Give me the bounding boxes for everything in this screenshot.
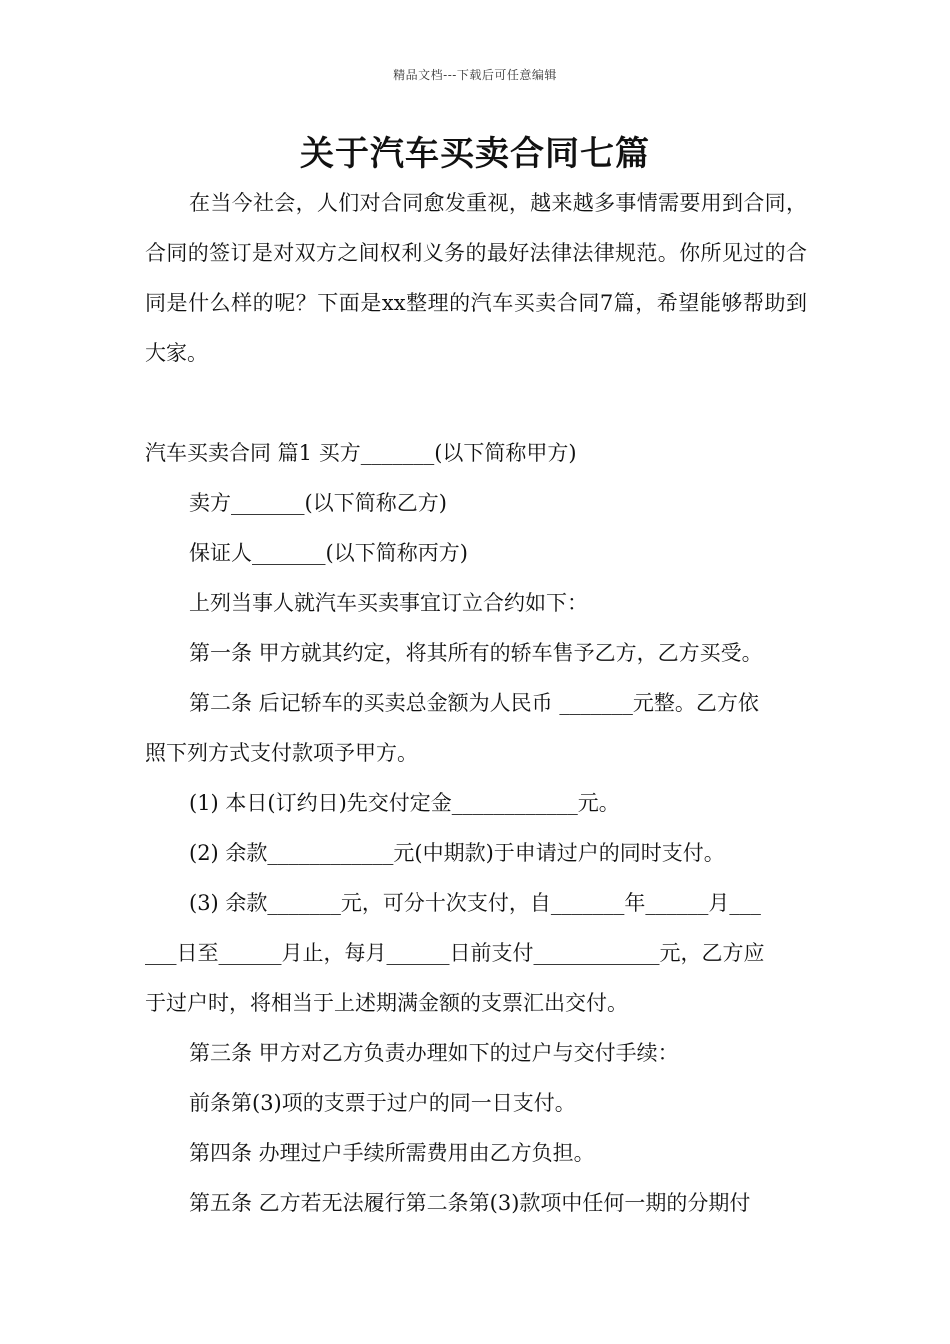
paragraph-gap <box>145 378 807 428</box>
article-2-line-2: 照下列方式支付款项予甲方。 <box>145 741 418 765</box>
item-3-line-2: ___日至______月止，每月______日前支付____________元，乙方应 <box>145 941 765 965</box>
guarantor-line: 保证人_______(以下简称丙方) <box>189 541 468 565</box>
header-note: 精品文档---下载后可任意编辑 <box>393 68 557 82</box>
item-3-line-3: 于过户时，将相当于上述期满金额的支票汇出交付。 <box>145 991 628 1015</box>
article-3: 第三条 甲方对乙方负责办理如下的过户与交付手续： <box>189 1041 679 1065</box>
article-4: 第四条 办理过户手续所需费用由乙方负担。 <box>189 1141 595 1165</box>
article-3-detail: 前条第(3)项的支票于过户的同一日支付。 <box>189 1091 576 1115</box>
article-1: 第一条 甲方就其约定，将其所有的轿车售予乙方，乙方买受。 <box>189 641 763 665</box>
item-2: (2) 余款____________元(中期款)于申请过户的同时支付。 <box>189 841 725 865</box>
agreement-line: 上列当事人就汽车买卖事宜订立合约如下： <box>189 591 588 615</box>
item-1: (1) 本日(订约日)先交付定金____________元。 <box>189 791 620 815</box>
item-3-line-1: (3) 余款_______元，可分十次支付，自_______年______月___ <box>189 891 761 915</box>
article-5: 第五条 乙方若无法履行第二条第(3)款项中任何一期的分期付 <box>189 1191 751 1215</box>
section-heading: 汽车买卖合同 篇1 买方_______(以下简称甲方) <box>145 441 577 465</box>
seller-line: 卖方_______(以下简称乙方) <box>189 491 447 515</box>
document-body <box>145 178 807 1228</box>
intro-paragraph: 在当今社会，人们对合同愈发重视，越来越多事情需要用到合同，合同的签订是对双方之间权利义务的最好法律法律规范。你所见过的合同是什么样的呢？下面是xx整理的汽车买卖合同7篇，希望能够帮助到大家。 <box>145 191 807 365</box>
page-title: 关于汽车买卖合同七篇 <box>300 134 650 174</box>
article-2-line-1: 第二条 后记轿车的买卖总金额为人民币 _______元整。乙方依 <box>189 691 759 715</box>
